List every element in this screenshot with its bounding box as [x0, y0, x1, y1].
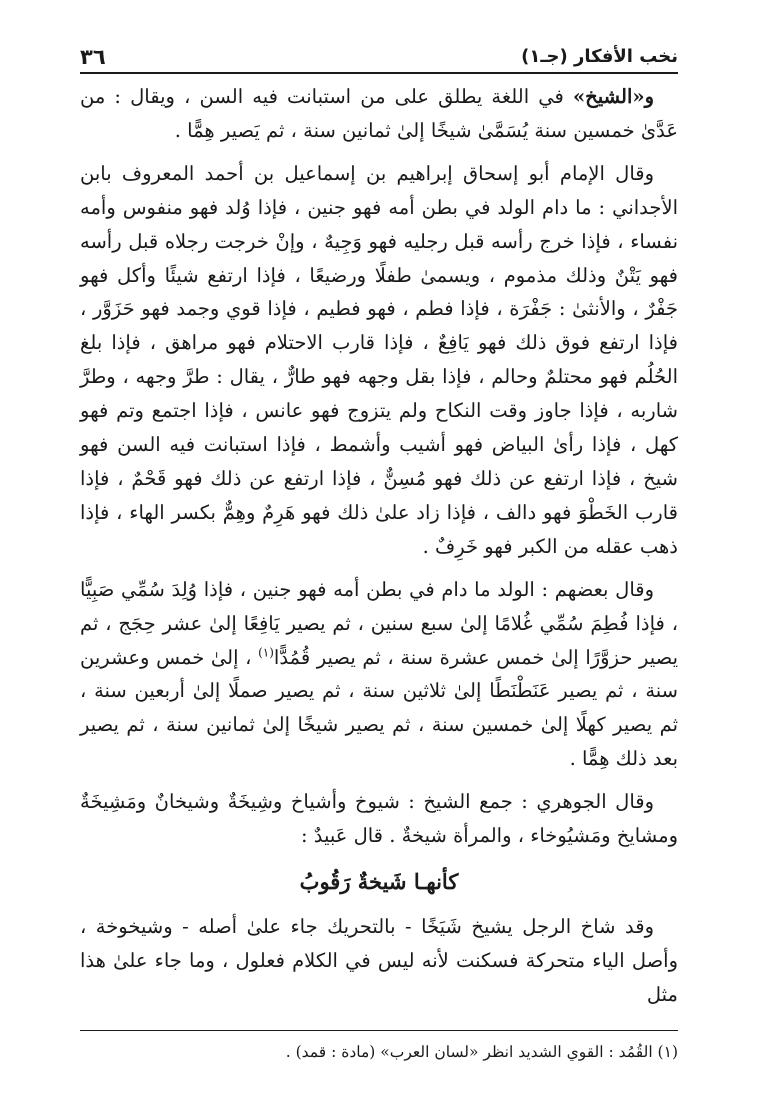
- poetry-verse: كأنهـا شَيخةٌ رَقُوبُ: [299, 868, 459, 894]
- running-header: [80, 36, 678, 74]
- book-title: نخب الأفكار (جـ١): [521, 46, 678, 67]
- footnote-reference: (١): [258, 645, 274, 659]
- paragraph-text: في اللغة يطلق على من استبانت فيه السن ، ويقال : من عَدَّىٰ خمسين سنة يُسَمَّىٰ شيخًا إلىٰ ثمانين سنة ، ثم يَصير هِمًّا .: [80, 85, 678, 142]
- paragraph-shaykh-definition: [80, 80, 678, 148]
- footnote: (١) القُمُد : القوي الشديد انظر «لسان العرب» (مادة : قمد) .: [285, 1042, 678, 1061]
- paragraph-shakha: وقد شاخ الرجل يشيخ شَيَخًا - بالتحريك جاء علىٰ أصله - وشيخوخة ، وأصل الياء متحركة فسكنت لأنه ليس في الكلام فعلول ، وما جاء علىٰ هذا مثل: [80, 914, 678, 1006]
- paragraph-ajdani-quote: وقال الإمام أبو إسحاق إبراهيم بن إسماعيل بن أحمد المعروف بابن الأجداني : ما دام الولد في بطن أمه فهو جنين ، فإذا وُلد فهو منفوس وأمه نفساء ، فإذا خرج رأسه قبل رجليه فهو وَجِيهٌ ، وإنْ خرجت رجلاه قبل رأسه فهو يَتْنٌ وذلك مذموم ، ويسمىٰ طفلًا ورضيعًا ، فإذا ارتفع شيئًا وأكل فهو جَفْرٌ ، والأنثىٰ : جَفْرَة ، فإذا فطم ، فهو فطيم ، فإذا قوي وجمد فهو حَزَوَّر ، فإذا ارتفع فوق ذلك فهو يَافِعٌ ، فإذا قارب الاحتلام فهو مراهق ، فإذا بلغ الحُلُم فهو محتلمٌ وحالم ، فإذا بقل وجهه فهو طارٌّ ، يقال : طرَّ وجهه ، وطرَّ شاربه ، فإذا جاوز وقت النكاح ولم يتزوج فهو عانس ، فإذا اجتمع وتم فهو كهل ، فإذا رأىٰ البياض فهو أشيب وأشمط ، فإذا استبانت فيه السن فهو شيخ ، فإذا ارتفع عن ذلك فهو مُسِنٌّ ، فإذا ارتفع عن ذلك فهو قَحْمٌ ، فإذا قارب الخَطْوَ فهو دالف ، فإذا زاد علىٰ ذلك فهو هَرِمٌ وهِمٌّ بكسر الهاء ، فإذا ذهب عقله من الكبر فهو خَرِفٌ .: [80, 161, 678, 558]
- paragraph-text: ، إلىٰ خمس وعشرين سنة ، ثم يصير عَنَطْنَطًا إلىٰ ثلاثين سنة ، ثم يصير صملًا إلىٰ أربعين سنة ، ثم يصير كهلًا إلىٰ خمسين سنة ، ثم يصير شيخًا إلىٰ ثمانين سنة ، ثم يصير بعد ذلك هِمًّا .: [80, 645, 678, 771]
- paragraph-other-scholars: [80, 573, 678, 776]
- paragraph-jawhari: وقال الجوهري : جمع الشيخ : شيوخ وأشياخ وشِيخَةٌ وشيخانٌ ومَشِيخَةٌ ومشايخ ومَشيُوخاء ، والمرأة شيخةٌ . قال عَبيدٌ :: [80, 790, 678, 848]
- defined-term: و«الشيخ»: [572, 85, 654, 108]
- page-number: ٣٦: [80, 45, 106, 69]
- body-text: [80, 80, 678, 1012]
- footnote-divider: [80, 1030, 678, 1031]
- paragraph-text: وقال بعضهم : الولد ما دام في بطن أمه فهو جنين ، فإذا وُلِدَ سُمِّي صَبِيًّا ، فإذا فُطِمَ سُمِّي غُلامًا إلىٰ سبع سنين ، ثم يصير يَافِعًا إلىٰ عشر حِجَج ، ثم يصير حزوَّرًا إلىٰ خمس عشرة سنة ، ثم يصير قُمُدًّا: [80, 577, 678, 669]
